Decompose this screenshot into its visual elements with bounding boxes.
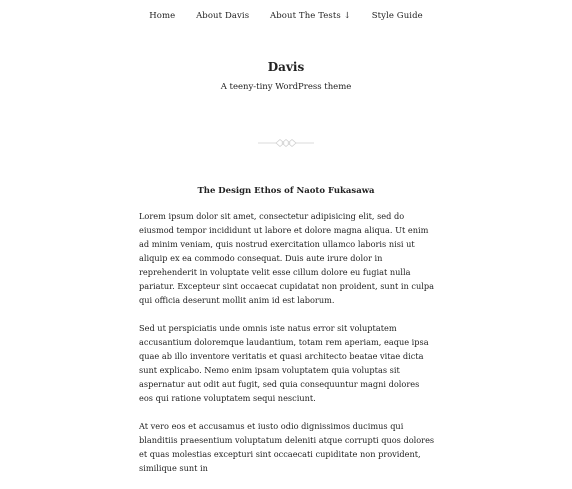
site-description: A teeny-tiny WordPress theme <box>220 82 352 92</box>
post-paragraph: Sed ut perspiciatis unde omnis iste natus error sit voluptatem accusantium doloremque laudantium, totam rem aperiam, eaque ipsa quae ab illo inventore veritatis et quasi architecto beatae vitae dicta sunt explicabo. Nemo enim ipsam voluptatem quia voluptas sit aspernatur aut odit aut fugit, sed quia consequuntur magni dolores eos qui ratione voluptatem sequi nesciunt. <box>139 323 429 403</box>
post-title[interactable]: The Design Ethos of Naoto Fukasawa <box>197 186 375 196</box>
nav-item-style-guide[interactable]: Style Guide <box>371 11 423 21</box>
post-content <box>139 209 435 489</box>
nav-item-about-the-tests[interactable]: About The Tests ↓ <box>270 11 351 21</box>
post-paragraph: Lorem ipsum dolor sit amet, consectetur adipisicing elit, sed do eiusmod tempor incididunt ut labore et dolore magna aliqua. Ut enim ad minim veniam, quis nostrud exercitation ullamco laboris nisi ut aliquip ex ea commodo consequat. Duis aute irure dolor in reprehenderit in voluptate velit esse cillum dolore eu fugiat nulla pariatur. Excepteur sint occaecat cupidatat non proident, sunt in culpa qui officia deserunt mollit anim id est laborum. <box>139 211 434 305</box>
site-title[interactable]: Davis <box>267 60 305 74</box>
nav-item-home[interactable]: Home <box>149 11 176 21</box>
nav-item-about-davis[interactable]: About Davis <box>196 11 250 21</box>
main-nav <box>0 11 572 21</box>
ornamental-divider-icon <box>258 137 314 149</box>
post-paragraph: At vero eos et accusamus et iusto odio dignissimos ducimus qui blanditiis praesentium voluptatum deleniti atque corrupti quos dolores et quas molestias excepturi sint occaecati cupiditate non provident, similique sunt in <box>139 421 435 473</box>
